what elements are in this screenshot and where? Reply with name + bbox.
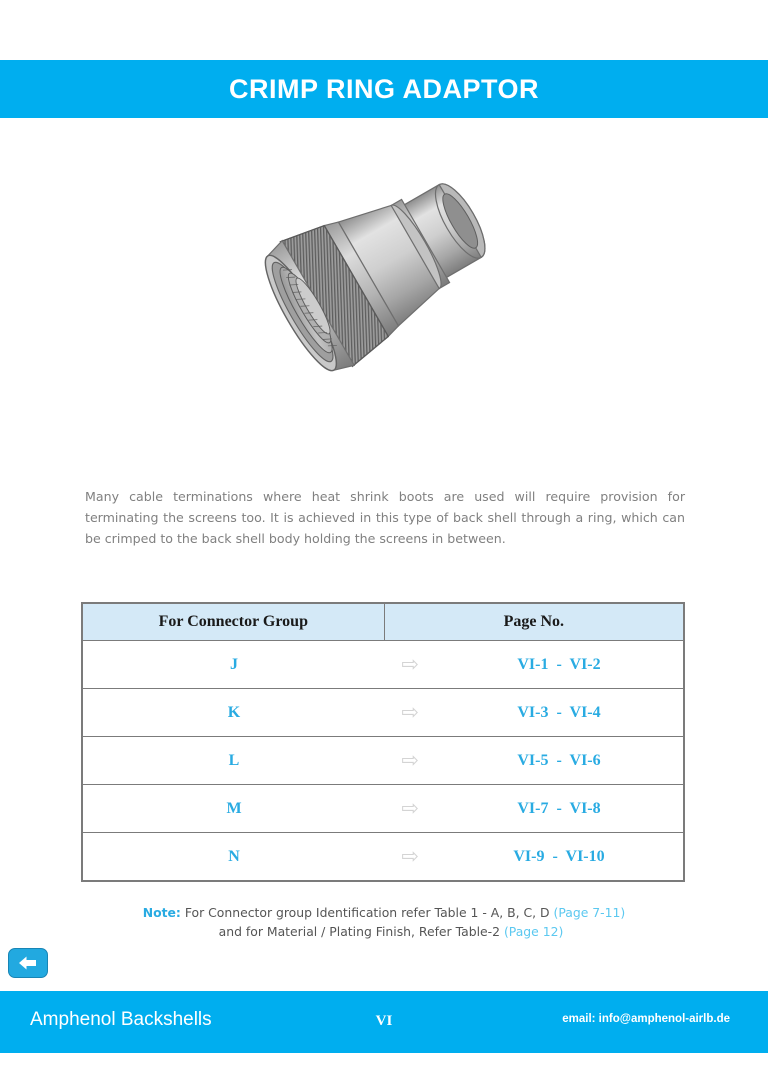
footer-brand: Amphenol Backshells	[30, 1009, 212, 1030]
connector-group-value: N	[228, 848, 240, 865]
footer-email[interactable]: email: info@amphenol-airlb.de	[562, 1013, 730, 1025]
column-header-page-no: Page No.	[384, 603, 684, 641]
note-line1-text: For Connector group Identification refer Table 1 - A, B, C, D	[184, 905, 550, 920]
table-row[interactable]	[82, 689, 684, 737]
right-arrow-icon: ⇨	[401, 796, 419, 820]
note-line2-text: and for Material / Plating Finish, Refer Table-2	[218, 924, 500, 939]
left-arrow-icon	[17, 955, 39, 971]
note-line2	[0, 922, 768, 941]
crimp-ring-adaptor-illustration	[234, 145, 534, 385]
table-row[interactable]	[82, 833, 684, 882]
note-label: Note:	[142, 905, 181, 920]
note-line1-page-ref[interactable]: (Page 7-11)	[553, 905, 626, 920]
page-range-value[interactable]: VI-5 - VI-6	[517, 752, 601, 769]
page-header-band	[0, 60, 768, 118]
page-range-value[interactable]: VI-3 - VI-4	[517, 704, 601, 721]
page-title: CRIMP RING ADAPTOR	[228, 73, 540, 104]
back-button[interactable]	[8, 948, 48, 978]
connector-group-value: M	[226, 800, 242, 817]
table-header-row	[82, 603, 684, 641]
note-block	[0, 903, 768, 941]
table-row[interactable]	[82, 737, 684, 785]
table-row[interactable]	[82, 641, 684, 689]
page-footer-band	[0, 991, 768, 1053]
page-range-value[interactable]: VI-1 - VI-2	[517, 656, 601, 673]
right-arrow-icon: ⇨	[401, 652, 419, 676]
table-row[interactable]	[82, 785, 684, 833]
table-body	[82, 641, 684, 882]
connector-group-value: L	[228, 752, 240, 769]
footer-page-number: VI	[375, 1013, 393, 1029]
right-arrow-icon: ⇨	[401, 844, 419, 868]
connector-group-page-table	[81, 602, 685, 882]
product-description: Many cable terminations where heat shrink boots are used will require provision for terminating the screens too. It is achieved in this type of back shell through a ring, which can be crimped to the back shell body holding the screens in between.	[85, 489, 685, 546]
page-range-value[interactable]: VI-7 - VI-8	[517, 800, 601, 817]
page-range-value[interactable]: VI-9 - VI-10	[513, 848, 605, 865]
connector-group-value: K	[227, 704, 241, 721]
connector-group-value: J	[230, 656, 238, 673]
product-image	[0, 140, 768, 390]
right-arrow-icon: ⇨	[401, 700, 419, 724]
right-arrow-icon: ⇨	[401, 748, 419, 772]
note-line2-page-ref[interactable]: (Page 12)	[503, 924, 564, 939]
column-header-connector-group: For Connector Group	[82, 603, 384, 641]
